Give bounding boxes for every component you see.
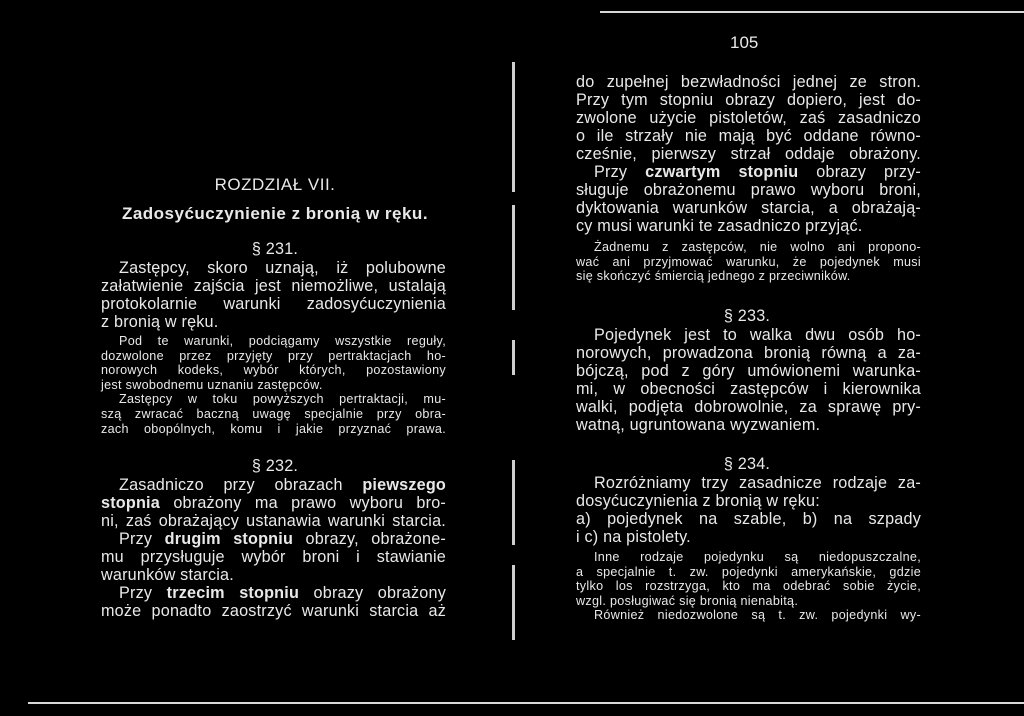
text-line: warunków starcia. bbox=[101, 566, 234, 584]
note-line: wać ani przyjmować warunku, że pojedynek musi bbox=[576, 254, 921, 269]
text-line: mu przysługuje wybór broni i stawianie bbox=[101, 548, 446, 566]
right-page bbox=[512, 0, 1024, 716]
section-231-text bbox=[101, 259, 446, 331]
text-line: Przy tym stopniu obrazy dopiero, jest do- bbox=[576, 91, 921, 109]
section-234-note bbox=[576, 550, 921, 623]
note-line: Również niedozwolone są t. zw. pojedynki wy- bbox=[594, 608, 921, 623]
text-line: bójczą, pod z góry umówionemi warunka- bbox=[576, 362, 921, 380]
note-line: tylko los rozstrzyga, kto ma odebrać sobie życie, bbox=[576, 579, 921, 594]
section-232-continuation bbox=[576, 73, 921, 235]
text-line: a) pojedynek na szable, b) na szpady bbox=[576, 510, 921, 528]
text-line: o ile strzały nie mają być oddane równo- bbox=[576, 127, 921, 145]
text-line: i c) na pistolety. bbox=[576, 528, 691, 546]
text-line: dosyćuczynienia z bronią w ręku: bbox=[576, 492, 820, 510]
note-line: się skończyć śmiercią jednego z przeciwników. bbox=[576, 269, 851, 284]
text-line: Przy trzecim stopniu obrazy obrażony bbox=[119, 584, 446, 602]
text-line: Przy czwartym stopniu obrazy przy- bbox=[594, 163, 922, 181]
section-234-text bbox=[576, 474, 921, 546]
text-line: dyktowania warunków starcia, a obrażają- bbox=[576, 199, 921, 217]
note-line: dozwolone przez przyjęty przy pertraktacjach ho- bbox=[101, 348, 446, 363]
section-232-text bbox=[101, 476, 446, 620]
text-line: Zastępcy, skoro uznają, iż polubowne bbox=[119, 259, 446, 277]
note-line: Żadnemu z zastępców, nie wolno ani propono- bbox=[594, 240, 921, 254]
chapter-number: ROZDZIAŁ VII. bbox=[214, 175, 336, 194]
section-234-heading: § 234. bbox=[723, 455, 771, 473]
text-line: mi, w obecności zastępców i kierownika bbox=[576, 380, 921, 398]
text-line: Zasadniczo przy obrazach piewszego bbox=[119, 476, 446, 494]
text-line: Rozróżniamy trzy zasadnicze rodzaje za- bbox=[594, 474, 921, 492]
text-line: załatwienie zajścia jest niemożliwe, ustalają bbox=[101, 277, 446, 295]
text-line: protokolarnie warunki zadosyćuczynienia bbox=[101, 295, 446, 313]
section-232-note bbox=[576, 240, 921, 284]
text-line: Przy drugim stopniu obrazy, obrażone- bbox=[119, 530, 447, 548]
section-231-note bbox=[101, 334, 446, 436]
text-line: Pojedynek jest to walka dwu osób ho- bbox=[594, 326, 921, 344]
section-231-heading: § 231. bbox=[251, 240, 299, 258]
text-line: może ponadto zaostrzyć warunki starcia aż bbox=[101, 602, 446, 620]
text-line: cy musi warunki te zasadniczo przyjąć. bbox=[576, 217, 863, 235]
note-line: Pod te warunki, podciągamy wszystkie reguły, bbox=[119, 334, 446, 348]
note-line: wzgl. posługiwać się bronią nienabitą. bbox=[576, 593, 799, 608]
note-line: Inne rodzaje pojedynku są niedopuszczalne, bbox=[594, 550, 921, 564]
page-number: 105 bbox=[730, 33, 759, 52]
text-line: norowych, prowadzona bronią równą a za- bbox=[576, 344, 921, 362]
text-line: z bronią w ręku. bbox=[101, 313, 219, 331]
section-233-heading: § 233. bbox=[723, 307, 771, 325]
note-line: Zastępcy w toku powyższych pertraktacji, mu- bbox=[119, 392, 446, 407]
note-line: jest swobodnemu uznaniu zastępców. bbox=[101, 377, 323, 392]
text-line: do zupełnej bezwładności jednej ze stron. bbox=[576, 73, 921, 91]
text-line: watną, ugruntowana wyzwaniem. bbox=[576, 416, 821, 434]
text-line: zwolone użycie pistoletów, zaś zasadniczo bbox=[576, 109, 921, 127]
note-line: norowych kodeks, wybór których, pozostawiony bbox=[101, 363, 446, 378]
chapter-title: Zadosyćuczynienie z bronią w ręku. bbox=[121, 204, 429, 223]
note-line: szą zwracać baczną uwagę specjalnie przy obra- bbox=[101, 406, 446, 421]
section-232-heading: § 232. bbox=[251, 457, 299, 475]
text-line: ni, zaś obrażający ustanawia warunki starcia. bbox=[101, 512, 446, 530]
chapter-heading bbox=[100, 175, 450, 195]
text-line: sługuje obrażonemu prawo wyboru broni, bbox=[576, 181, 921, 199]
note-line: a specjalnie t. zw. pojedynki amerykańskie, gdzie bbox=[576, 564, 921, 579]
note-line: zach obopólnych, komu i jakie przyznać prawa. bbox=[101, 421, 446, 436]
text-line: stopnia obrażony ma prawo wyboru bro- bbox=[101, 494, 446, 512]
text-line: cześnie, pierwszy strzał oddaje obrażony. bbox=[576, 145, 921, 163]
section-233-text bbox=[576, 326, 921, 434]
text-line: walki, podjęta dobrowolnie, za sprawę pry- bbox=[576, 398, 921, 416]
